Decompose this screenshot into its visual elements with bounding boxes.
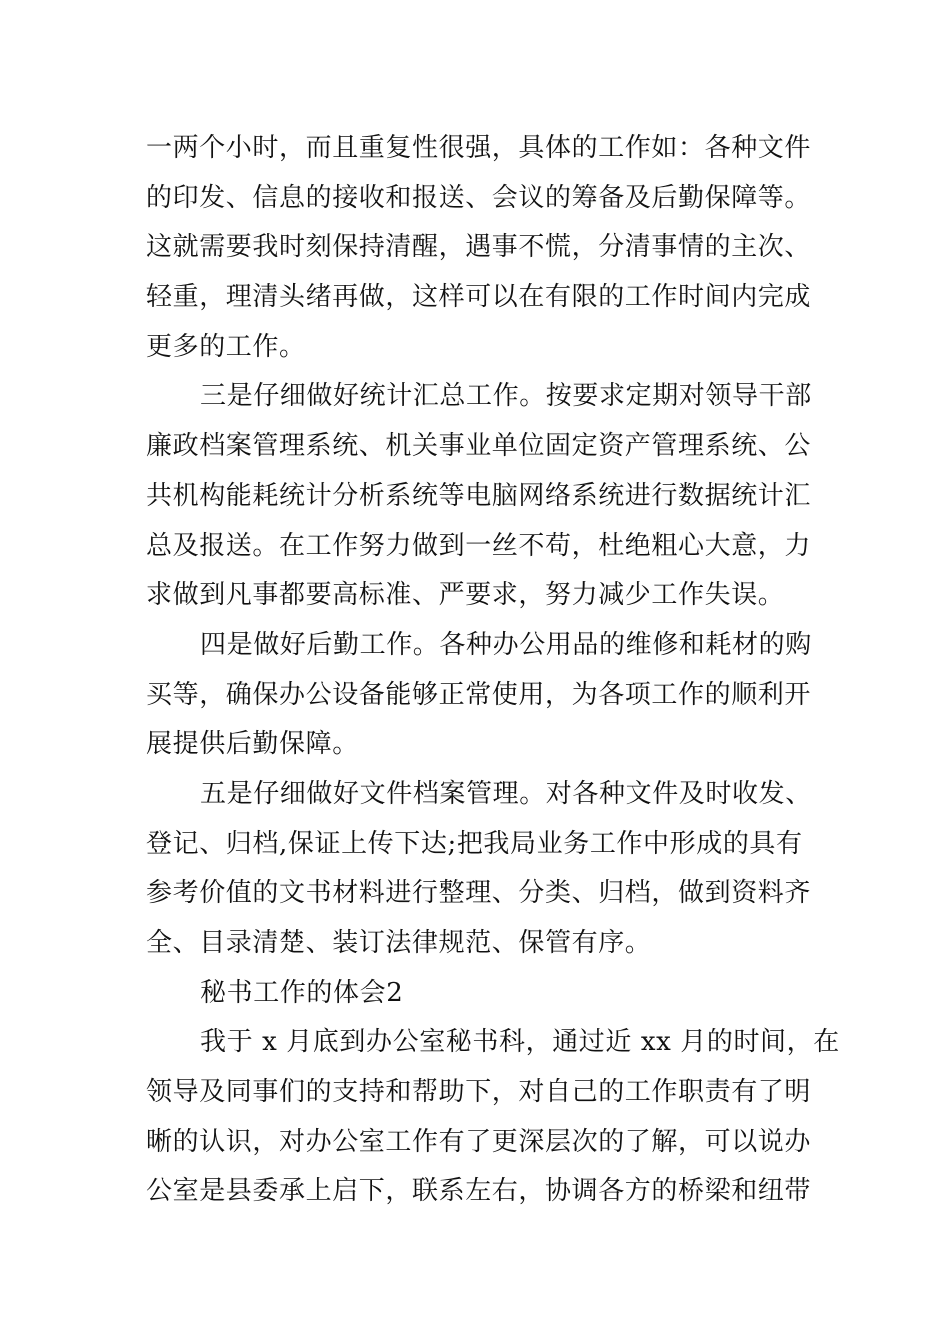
- text-line: 这就需要我时刻保持清醒，遇事不慌，分清事情的主次、: [146, 232, 812, 263]
- text-line: 全、目录清楚、装订法律规范、保管有序。: [146, 928, 652, 958]
- text-line: 廉政档案管理系统、机关事业单位固定资产管理系统、公: [146, 431, 812, 462]
- text-line: 晰的认识，对办公室工作有了更深层次的了解，可以说办: [146, 1126, 812, 1157]
- text-line: 轻重，理清头绪再做，这样可以在有限的工作时间内完成: [146, 282, 812, 313]
- text-line: 总及报送。在工作努力做到一丝不苟，杜绝粗心大意，力: [146, 530, 812, 561]
- text-line: 一两个小时，而且重复性很强，具体的工作如：各种文件: [146, 133, 812, 163]
- text-line: 登记、归档,保证上传下达;把我局业务工作中形成的具有: [146, 828, 803, 859]
- text-line: 共机构能耗统计分析系统等电脑网络系统进行数据统计汇: [146, 480, 812, 511]
- paragraph-start-line: 四是做好后勤工作。各种办公用品的维修和耗材的购: [200, 629, 812, 660]
- text-line: 买等，确保办公设备能够正常使用，为各项工作的顺利开: [146, 679, 812, 710]
- paragraph-start-line: 我于 x 月底到办公室秘书科，通过近 xx 月的时间，在: [200, 1027, 840, 1058]
- text-line: 展提供后勤保障。: [146, 729, 359, 760]
- text-line: 公室是县委承上启下，联系左右，协调各方的桥梁和纽带: [146, 1176, 812, 1207]
- paragraph-start-line: 三是仔细做好统计汇总工作。按要求定期对领导干部: [200, 381, 812, 412]
- document-body: [146, 124, 840, 1217]
- section-heading: 秘书工作的体会2: [200, 977, 404, 1008]
- paragraph-start-line: 五是仔细做好文件档案管理。对各种文件及时收发、: [200, 778, 812, 809]
- text-line: 的印发、信息的接收和报送、会议的筹备及后勤保障等。: [146, 182, 812, 213]
- text-line: 更多的工作。: [146, 331, 306, 362]
- text-line: 参考价值的文书材料进行整理、分类、归档，做到资料齐: [146, 878, 812, 909]
- text-line: 求做到凡事都要高标准、严要求，努力减少工作失误。: [146, 580, 785, 611]
- text-line: 领导及同事们的支持和帮助下，对自己的工作职责有了明: [146, 1077, 812, 1108]
